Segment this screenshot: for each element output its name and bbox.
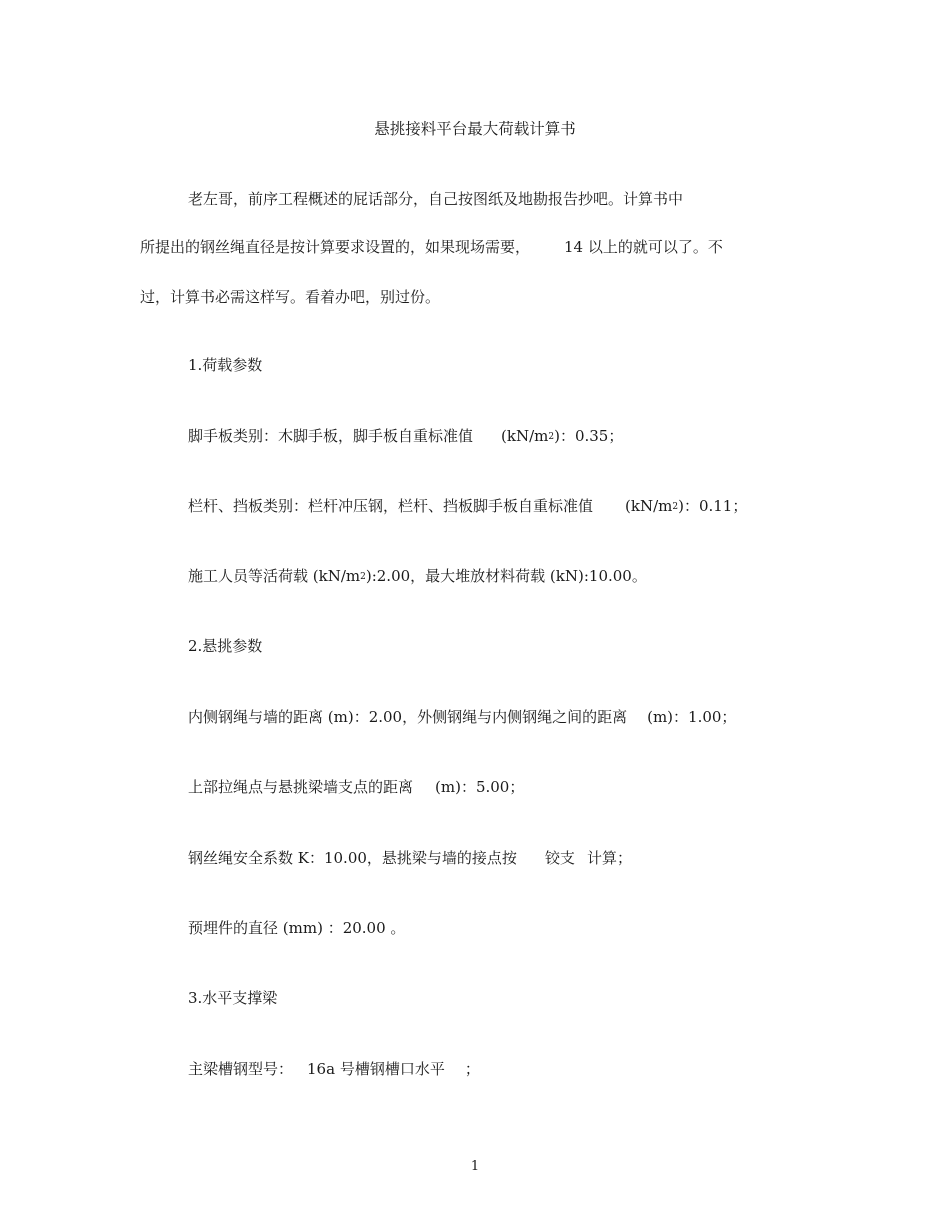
intro-line-2-part-a: 所提出的钢丝绳直径是按计算要求设置的，如果现场需要， [140, 238, 531, 256]
section-2-heading: 2.悬挑参数 [188, 637, 263, 655]
section-2-line-3 [188, 848, 632, 868]
section-2-line-4: 预埋件的直径 (mm) ：20.00 。 [188, 919, 406, 937]
value-text: (m)：5.00； [435, 778, 525, 796]
hinge-text: 铰支 [544, 849, 575, 867]
channel-label: 主梁槽钢型号： [188, 1060, 294, 1078]
page-number: 1 [470, 1159, 480, 1174]
section-3-heading: 3.水平支撑梁 [188, 989, 278, 1007]
live-load-text: 施工人员等活荷载 (kN/m [188, 567, 361, 585]
value-text: (m)：1.00； [647, 708, 737, 726]
document-title: 悬挑接料平台最大荷载计算书 [374, 120, 576, 138]
rope-distance-text: 内侧钢绳与墙的距离 (m)：2.00，外侧钢绳与内侧钢绳之间的距离 [188, 708, 628, 726]
value-text: )：0.35； [554, 427, 624, 445]
safety-factor-text: 钢丝绳安全系数 K：10.00，悬挑梁与墙的接点按 [188, 849, 517, 867]
value-text: )：0.11； [678, 497, 748, 515]
calc-text: 计算； [586, 849, 632, 867]
unit-superscript: 2 [548, 432, 555, 442]
section-1-line-3 [188, 566, 647, 587]
section-1-heading: 1.荷载参数 [188, 356, 263, 374]
intro-line-3: 过，计算书必需这样写。看着办吧，别过份。 [140, 288, 441, 306]
section-1-line-2 [188, 496, 747, 517]
section-1-line-1 [188, 426, 623, 447]
punctuation: ； [464, 1060, 480, 1078]
section-2-line-2 [188, 777, 524, 797]
anchor-distance-text: 上部拉绳点与悬挑梁墙支点的距离 [188, 778, 414, 796]
scaffold-board-text: 脚手板类别：木脚手板，脚手板自重标准值 [188, 427, 474, 445]
section-3-line-1 [188, 1059, 480, 1079]
material-load-text: ):2.00，最大堆放材料荷载 (kN):10.00。 [365, 567, 647, 585]
intro-line-2-part-b: 14 以上的就可以了。不 [564, 238, 723, 256]
unit-text: (kN/m [501, 427, 549, 445]
unit-superscript: 2 [360, 572, 366, 582]
unit-superscript: 2 [672, 502, 679, 512]
unit-text: (kN/m [625, 497, 673, 515]
section-2-line-1 [188, 707, 736, 727]
railing-text: 栏杆、挡板类别：栏杆冲压钢，栏杆、挡板脚手板自重标准值 [188, 497, 594, 515]
channel-value: 16a 号槽钢槽口水平 [307, 1060, 445, 1078]
intro-line-2 [140, 237, 723, 257]
intro-line-1: 老左哥，前序工程概述的屁话部分，自己按图纸及地勘报告抄吧。计算书中 [188, 190, 684, 208]
